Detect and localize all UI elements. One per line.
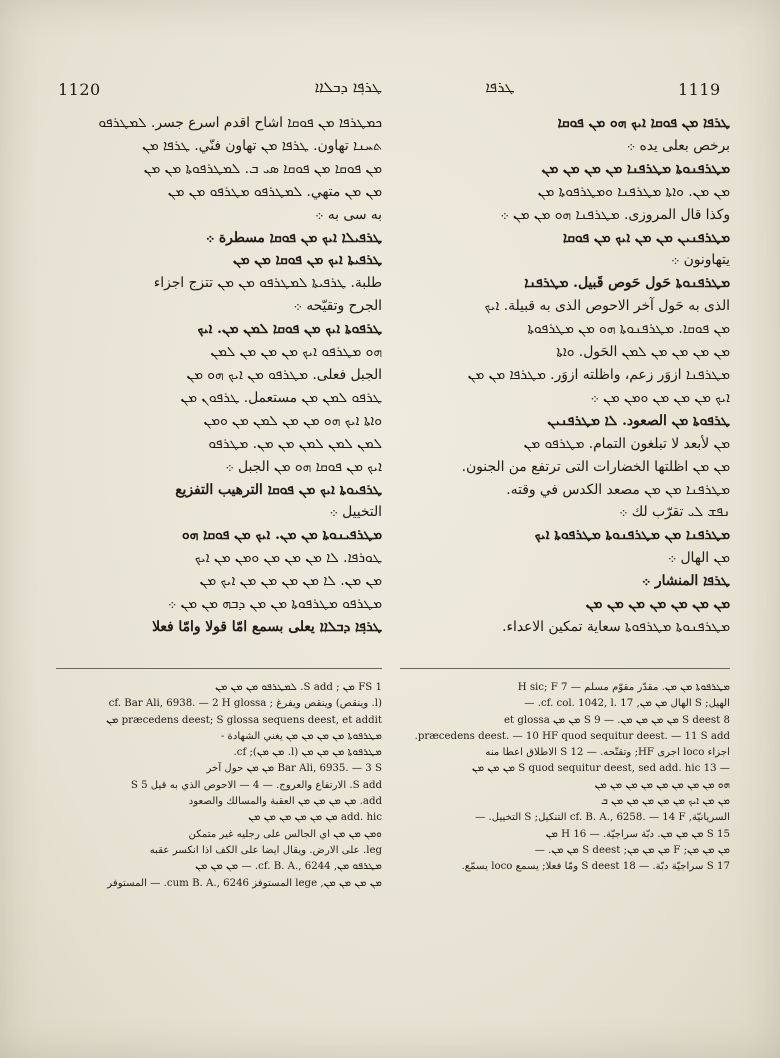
text-line: الجبل فعلى. ܡܛܪܦܘ ܡܢ ܐܝܟ ܗܘ ܡܢ [186,366,382,383]
footnote-line: 1 FS ܡܢ ; S add. ܠܡܛܪܦܘ ܡܢ ܡܢ ܡܢ [215,682,382,693]
text-line: ܛܪܦܘ ܠܡܢ ܡܢ مستعمل. ܛܪܦܘܢ ܡܢ [180,389,382,406]
entry-line: ܡܢ ܡܢ ܡܢ ܡܢ ܡܢ ܡܢ ܡܢ [585,596,730,613]
entry-line: ܡܛܪܦܢܝܢ ܡܢ ܡܢ ܐܝܟ ܡܢ ܦܘܩܐ [562,229,730,246]
footnote-line: الهيل; S الهال ܡܢ ܡܢ, cf. col. 1042, l. 17. — [524,698,730,710]
entry-line: ܛܪܦ݂ܐ ܕܒܠܐܐ يعلى بسمع امّا قولا وامّا فعلا [152,618,382,635]
footnote-line: — 13 S quod sequitur deest, sed add. hic ܡܢ ܡܢ ܡܢ [472,763,730,775]
text-line: يتهاونون ܀ [671,252,730,269]
entry-line: ܡܛܪܦܢܘܬܐ حَول حَوص قَبيل. ܡܛܪܦܢܐ [524,275,730,292]
text-line: ܐܝܟ ܡܢ ܦܘܩܐ ܗܘ ܡܢ الجبل ܀ [225,458,382,475]
text-line: به سى به ܀ [315,206,382,223]
footnote-line: 8 S deest ܡܢ ܡܢ ܡܢ ܡܢ. — 9 S ܡܢ ܡܢ et glossa [503,714,730,726]
right-main-text [400,112,730,662]
text-line: برخص بعلى يده ܀ [626,137,730,154]
entry-line: ܛܪܦܝܬܐ ܐܝܟ ܡܢ ܦܘܩܐ ܡܢ ܡܢ [232,252,382,269]
text-line: ܗܘ ܡܛܪܦܘ ܐܝܟ ܡܢ ܡܢ ܡܢ ܠܡܢ [210,344,382,361]
footnote-line: præcedens deest. — 10 HF quod sequitur deest. — 11 S add. [414,730,730,742]
footnote-line: اجزاء loco اجرى HF; وتقتّحه. — 12 S الاطلاق اعطا منه [485,747,730,759]
entry-line: ܛܪܦܘܬܐ ܡܢ الصعود. ܠܐ ܡܛܪܦܢܝܢ [547,412,730,429]
text-line: ܡܢ ܡܢ متهي. ܠܡܛܪܦܘ ܡܛܪܦܘ ܡܢ ܡܢ [167,183,382,200]
text-line: التخييل ܀ [329,504,382,521]
footnote-line: ܡܛܪܦܘܬܐ ܡܢ ܡܢ ܡܢ (l. ܡܢ ܡܢ); cf. [233,747,382,759]
left-main-text [56,112,382,662]
right-page-number: 1119 [678,80,721,99]
right-running-head: ܛܪܦܐ [485,78,515,96]
footnote-line: præcedens deest; S glossa sequens deest, et addit ܡܢ [106,714,382,726]
footnote-line: ܗܘ ܡܢ ܡܢ ܡܢ ܡܢ ܡܢ ܡܢ ܡܢ ܡܢ [594,779,730,791]
footnote-line: (l. وينقص) وينقص ويفرغ ; cf. Bar Ali, 6938. — 2 H glossa [108,698,382,710]
entry-line: ܛܪܦܐ ܡܢ ܦܘܩܐ ܐܝܟ ܗܘ ܡܢ ܦܘܩܐ [557,115,730,131]
entry-line: ܡܛܪܦܝܢܘܬܐ ܡܢ ܡܢ. ܐܝܟ ܡܢ ܦܘܩܐ ܗܘ [181,527,382,544]
footnote-line: ܡܛܪܦܘܬܐ ܡܢ ܡܢ ܡܢ ܡܢ يغني الشهادة - [220,730,382,742]
text-line: طلبة. ܛܪܦܝܬܐ ܠܡܛܪܦܘ ܡܢ ܡܢ تتزج اجزاء [153,275,382,292]
text-line: ܡܢ ܦܘܩܐ. ܡܛܪܦܢܘܬܐ ܗܘ ܡܢ ܡܛܪܦܘܬܐ [527,321,730,338]
footnote-line: add. hic ܡܢ ܡܢ ܡܢ ܡܢ ܡܢ ܡܢ [248,812,382,824]
text-line: ܬܚܢܐ تهاون. ܛܪܦܐ ܡܢ تهاون فنّي. ܛܪܦܐ ܡܢ [142,137,382,154]
text-line: ܛܘܪܦܐ. ܠܐ ܡܢ ܡܢ ܡܢ ܘܡܢ ܡܢ ܐܝܟ [194,550,382,567]
footnote-line: ܡܢ ܡܢ ܐܝܟ ܡܢ ܡܢ ܡܢ ܡܢ ܡܢ ܒ [600,796,730,808]
left-footnotes [56,680,382,1010]
text-line: ܡܢ ܡܢ ܡܢ ܡܢ ܠܡܢ الحَول. ܘܐܬܐ [556,344,730,361]
footnote-line: ܡܢ ܡܢ ܡܢ; F ܡܢ ܡܢ ܡܢ; S deest ܡܢ ܡܢ. — [534,844,730,856]
entry-line: ܛܪܦܝܠܐ ܐܝܟ ܡܢ ܦܘܩܐ مسطرة ܀ [205,229,382,246]
footnote-line: ܡܢ ܡܢ ܡܢ ܡܢ, lege المستوفز cum B. A., 6246. — المستوفر [107,877,382,889]
footnote-line: ܡܛܪܦܘܬܐ ܡܢ ܡܢ. مقدّر مقوّم مسلم — 7 H sic; F [517,682,730,693]
text-line: ܡܛܪܦܢܘܬܐ ܡܛܪܦܘܬܐ سعاية تمكين الاعداء. [502,618,730,635]
text-line: ܘܐܬܐ ܐܝܟ ܗܘ ܡܢ ܡܢ ܠܡܢ ܡܢ ܘܡܢ [203,412,382,429]
text-line: ܡܛܪܦܢܐ ܡܢ ܡܢ مصعد الكدس في وقته. [506,481,730,498]
text-line: ܐܝܟ ܡܢ ܡܢ ܡܢ ܘܡܢ ܡܢ ܀ [590,389,730,406]
text-line: ܢܦܫ ܠܝ تقرّب لك ܀ [619,504,730,521]
footnote-line: ܘܡܢ ܡܢ ܡܢ اي الجالس على رجليه غير متمكن [188,828,382,840]
text-line: الجرح وتقيّحه ܀ [293,298,382,315]
left-running-head: ܛܪܦ݂ܐ ܕܒܠܐܐ [314,78,382,96]
entry-line: ܡܛܪܦܢܐ ܡܢ ܡܛܪܦܢܘܬܐ ܡܛܪܦܘܬܐ ܐܝܟ [534,527,730,544]
entry-line: ܛܪܦܝܘܬܐ ܐܝܟ ܡܢ ܦܘܩܐ الترهيب التفزيع [175,481,382,498]
text-line: ܟܡܛܪܦܐ ܡܢ ܦܘܩܐ اشاح اقدم اسرع جسر. ܠܡܛܪܦܘ [98,115,382,131]
footnote-line: السريانيّة, cf. B. A., 6258. — 14 F التنكيل; S التخييل. — [475,812,730,824]
text-line: ܡܢ ܡܢ. ܠܐ ܡܢ ܡܢ ܡܢ ܡܢ ܐܝܟ ܡܢ [199,573,382,590]
footnote-line: leg. على الارض. ويقال ايضا على الكف اذا انكسر عقبه [149,844,382,856]
text-line: ܡܢ ܡܢ اظلتها الخضارات التى ترتفع من الجنون. [461,458,730,475]
text-line: وكذا قال المروزى. ܡܛܪܦܢܐ ܗܘ ܡܢ ܡܢ ܀ [500,206,730,223]
text-line: ܡܢ ܡܢ. ܘܐܬܐ ܡܛܪܦܢܐ ܘܡܛܪܦܘܬܐ ܡܢ [537,183,730,200]
footnote-line: 17 S سراجيّة دبّة. — 18 S deest ومّا فعلا; يسمع loco يسمّع. [461,861,730,873]
entry-line: ܛܪܦܘܬܐ ܐܝܟ ܡܢ ܦܘܩܐ ܠܡܢ ܡܢ. ܐܝܟ [197,321,382,338]
text-line: ܡܢ ܦܘܩܐ ܡܢ ܦܘܩܐ ܣܝ ܒ. ܠܡܛܪܦܘܬܐ ܡܢ ܡܢ [143,160,382,177]
right-footnote-rule [400,668,730,669]
footnote-line: Bar Ali, 6935. — 3 S ܡܢ ܡܢ حول آخر [206,763,382,775]
text-line: ܡܛܪܦܘ ܡܛܪܦܘܬܐ ܡܢ ܡܢ ܕܒܗ ܡܢ ܡܢ ܀ [167,596,382,613]
entry-line: ܡܛܪܦܢܘܬܐ ܡܛܪܦܢܐ ܡܢ ܡܢ ܡܢ ܡܢ [541,160,730,177]
footnote-line: ܡܛܪܦܘ ܡܢ, cf. B. A., 6244. — ܡܢ ܡܢ ܡܢ [195,861,382,873]
left-footnote-rule [56,668,382,669]
text-line: ܡܛܪܦܢܐ ازوَر زعم، واظلته ازوَر. ܡܛܪܦܐ ܡܢ ܡܢ [467,366,730,383]
footnote-line: S add. الارتفاع والعروج. — 4 — الاحوص الذي به قيل 5 S [130,779,382,791]
text-line: ܡܢ الهال ܀ [667,550,730,567]
entry-line: ܛܪܦܐ المنشار ܀ [641,573,730,590]
footnote-line: 15 S ܡܢ ܡܢ ܡܢ. دبّة سراجيّة. — 16 H ܡܢ [545,828,730,840]
text-line: ܡܢ لأبعد لا تبلغون التمام. ܡܛܪܦܘ ܡܢ [523,435,730,452]
right-footnotes [400,680,730,1010]
left-page-number: 1120 [58,80,101,99]
text-line: الذى به حَول آخر الاحوص الذى به قبيلة. ܐܝܟ [484,298,730,315]
text-line: ܠܡܢ ܠܡܢ ܠܡܢ ܡܢ ܡܢ. ܡܛܪܦܘ [208,435,382,452]
footnote-line: add. ܡܢ ܡܢ ܡܢ ܡܢ العقبة والمسالك والصعود [188,796,382,808]
